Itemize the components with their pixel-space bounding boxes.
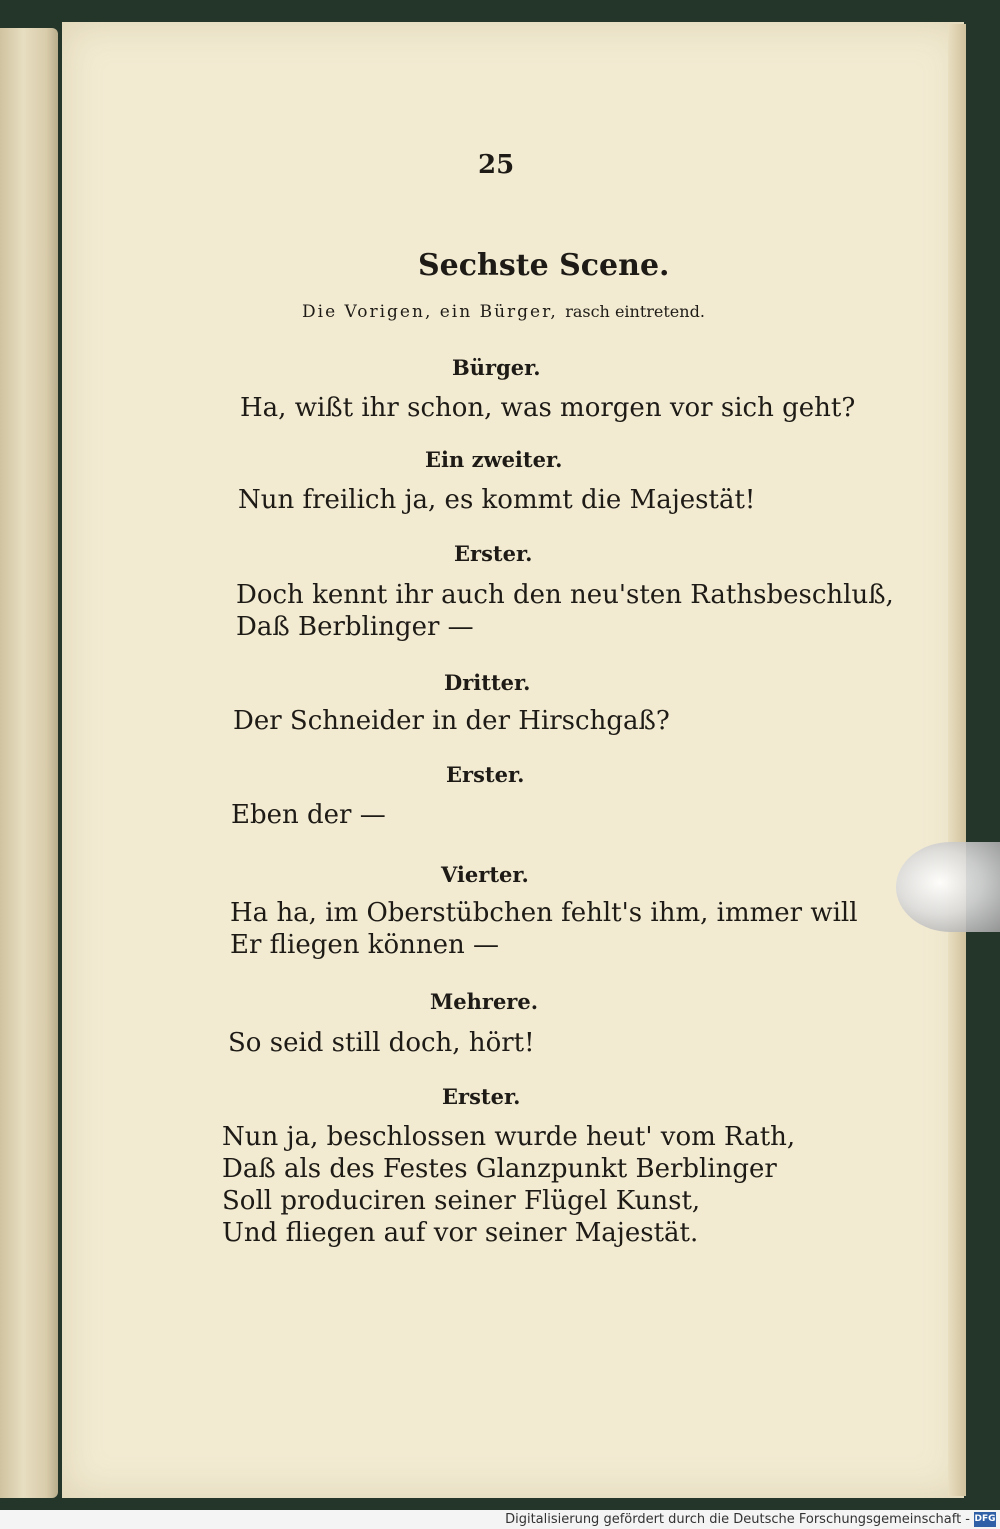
speaker-label: Vierter. [441,862,529,887]
speaker-label: Mehrere. [430,989,539,1014]
left-page-edge [0,28,58,1498]
book-page [62,22,964,1498]
verse-line: Nun ja, beschlossen wurde heut' vom Rath, [222,1122,796,1152]
stage-direction-manner: rasch eintretend. [565,302,705,321]
page-right-edge [948,24,966,1496]
dfg-logo: DFG [974,1512,996,1527]
stage-direction [302,302,705,322]
verse-line: Und fliegen auf vor seiner Majestät. [222,1218,699,1248]
verse-line: Ha, wißt ihr schon, was morgen vor sich geht? [240,393,856,423]
verse-line: Nun freilich ja, es kommt die Majestät! [238,485,756,515]
verse-line: Daß als des Festes Glanzpunkt Berblinger [222,1154,777,1184]
stage-direction-main: Die Vorigen, ein Bürger, [302,302,558,322]
verse-line: Doch kennt ihr auch den neu'sten Rathsbeschluß, [236,580,894,610]
speaker-label: Bürger. [452,355,541,380]
speaker-label: Erster. [442,1084,521,1109]
page-clip [896,842,1000,932]
verse-line: Daß Berblinger — [236,612,474,642]
speaker-label: Dritter. [444,670,531,695]
page-number: 25 [478,150,515,180]
speaker-label: Erster. [446,762,525,787]
verse-line: Er fliegen können — [230,930,500,960]
speaker-label: Erster. [454,541,533,566]
verse-line: Soll produciren seiner Flügel Kunst, [222,1186,701,1216]
verse-line: Ha ha, im Oberstübchen fehlt's ihm, immer will [230,898,858,928]
verse-line: Der Schneider in der Hirschgaß? [233,706,670,736]
speaker-label: Ein zweiter. [425,447,563,472]
scene-title: Sechste Scene. [418,248,670,283]
verse-line: Eben der — [231,800,386,830]
verse-line: So seid still doch, hört! [228,1028,535,1058]
footer-credit: Digitalisierung gefördert durch die Deutsche Forschungsgemeinschaft - [0,1510,1000,1529]
